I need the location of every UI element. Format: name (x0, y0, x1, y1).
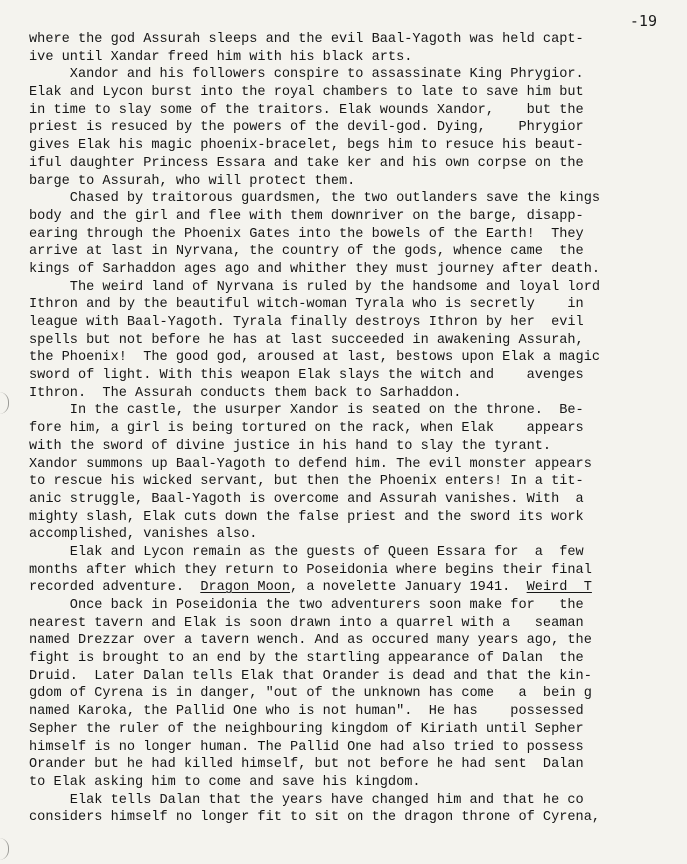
text-segment: recorded adventure. (29, 580, 201, 596)
text-line: himself is no longer human. The Pallid One had also tried to possess (29, 739, 584, 755)
text-line: gdom of Cyrena is in danger, "out of the unknown has come a bein g (29, 686, 592, 702)
underlined-title: Weird T (526, 580, 592, 596)
text-line: considers himself no longer fit to sit on the dragon throne of Cyrena, (29, 810, 601, 826)
text-line: to Elak asking him to come and save his kingdom. (29, 774, 421, 790)
text-line: priest is resuced by the powers of the devil-god. Dying, Phrygior (29, 120, 584, 136)
text-line: to rescue his wicked servant, but then the Phoenix enters! In a tit- (29, 474, 584, 490)
text-line: body and the girl and flee with them downriver on the barge, disapp- (29, 208, 584, 224)
text-line: fore him, a girl is being tortured on the rack, when Elak appears (29, 421, 584, 437)
underlined-title: Dragon Moon (200, 580, 291, 596)
text-line: named Karoka, the Pallid One who is not human". He has possessed (29, 704, 584, 720)
text-line: accomplished, vanishes also. (29, 527, 258, 543)
text-line: Chased by traitorous guardsmen, the two outlanders save the kings (29, 191, 601, 207)
text-line: barge to Assurah, who will protect them. (29, 173, 356, 189)
text-line: Elak tells Dalan that the years have changed him and that he co (29, 792, 584, 808)
body-text (29, 31, 679, 827)
text-line: Xandor summons up Baal-Yagoth to defend him. The evil monster appears (29, 456, 592, 472)
text-line: The weird land of Nyrvana is ruled by the handsome and loyal lord (29, 279, 601, 295)
text-line: nearest tavern and Elak is soon drawn into a quarrel with a seaman (29, 615, 584, 631)
text-line: Xandor and his followers conspire to assassinate King Phrygior. (29, 67, 584, 83)
text-line: Ithron and by the beautiful witch-woman Tyrala who is secretly in (29, 297, 584, 313)
text-line: Elak and Lycon burst into the royal chambers to late to save him but (29, 85, 584, 101)
text-line: league with Baal-Yagoth. Tyrala finally destroys Ithron by her evil (29, 315, 584, 330)
text-line: gives Elak his magic phoenix-bracelet, begs him to resuce his beaut- (29, 138, 584, 154)
text-line: Sepher the ruler of the neighbouring kingdom of Kiriath until Sepher (29, 721, 584, 737)
text-line: Ithron. The Assurah conducts them back to Sarhaddon. (29, 385, 462, 401)
text-line: In the castle, the usurper Xandor is seated on the throne. Be- (29, 403, 584, 419)
text-line: fight is brought to an end by the startling appearance of Dalan the (29, 651, 584, 667)
page-number: -19 (629, 12, 657, 30)
text-line: months after which they return to Poseidonia where begins their final (29, 562, 592, 578)
text-line: in time to slay some of the traitors. Elak wounds Xandor, but the (29, 102, 584, 118)
text-line: ive until Xandar freed him with his black arts. (29, 49, 413, 65)
text-line: Once back in Poseidonia the two adventurers soon make for the (29, 598, 584, 613)
text-segment: , a novelette January 1941. (290, 580, 527, 596)
text-line: Elak and Lycon remain as the guests of Queen Essara for a few (29, 544, 584, 560)
text-line: Orander but he had killed himself, but not before he had sent Dalan (29, 757, 584, 773)
text-line: iful daughter Princess Essara and take ker and his own corpse on the (29, 155, 584, 171)
punch-hole-mark (0, 838, 9, 860)
text-line: anic struggle, Baal-Yagoth is overcome and Assurah vanishes. With a (29, 491, 584, 507)
text-line: named Drezzar over a tavern wench. And as occured many years ago, the (29, 633, 592, 649)
text-line: where the god Assurah sleeps and the evil Baal-Yagoth was held capt- (29, 32, 584, 47)
text-line: sword of light. With this weapon Elak slays the witch and avenges (29, 368, 584, 384)
text-line: arrive at last in Nyrvana, the country of the gods, whence came the (29, 244, 584, 260)
text-line: kings of Sarhaddon ages ago and whither they must journey after death. (29, 261, 601, 277)
text-line: the Phoenix! The good god, aroused at last, bestows upon Elak a magic (29, 350, 601, 366)
text-line (29, 579, 679, 597)
text-line: earing through the Phoenix Gates into the bowels of the Earth! They (29, 226, 584, 242)
text-line: Druid. Later Dalan tells Elak that Orander is dead and that the kin- (29, 668, 592, 684)
text-line: mighty slash, Elak cuts down the false priest and the sword its work (29, 509, 584, 525)
text-line: with the sword of divine justice in his hand to slay the tyrant. (29, 438, 552, 454)
punch-hole-mark (0, 392, 9, 414)
text-line: spells but not before he has at last succeeded in awakening Assurah, (29, 332, 584, 348)
